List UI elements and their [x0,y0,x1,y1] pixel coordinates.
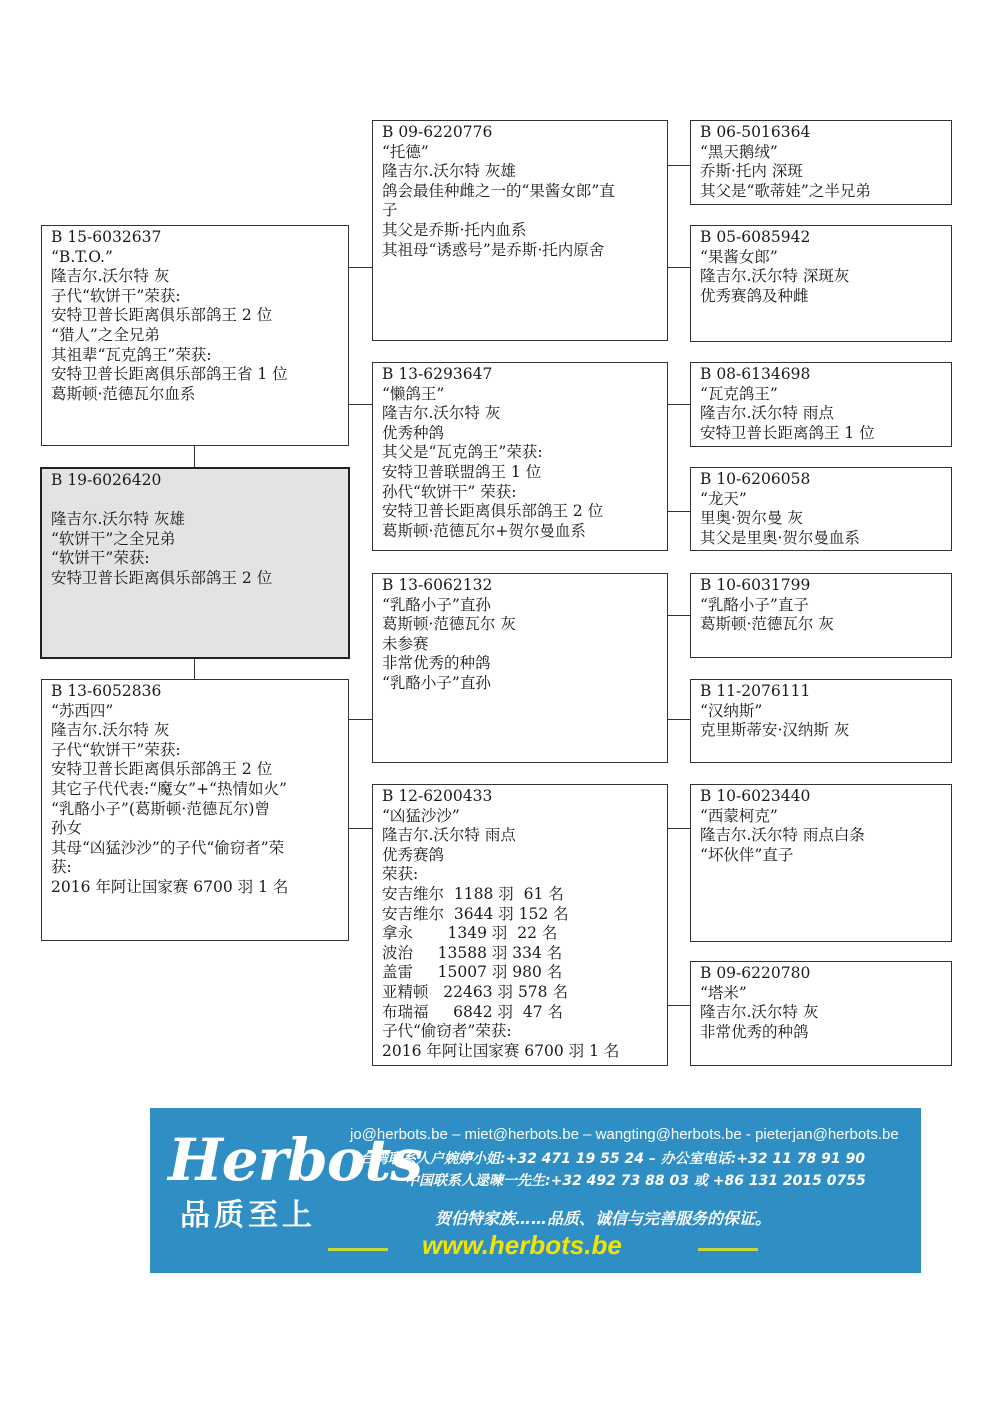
pedigree-line: “汉纳斯” [700,701,763,720]
connector [194,446,195,468]
pedigree-line: 子代“软饼干”荣获: [51,286,181,305]
connector [667,615,690,616]
pedigree-line: 获: [51,858,72,877]
banner-taiwan-contact: 台湾联系人户婉婷小姐:+32 471 19 55 24 – 办公室电话:+32 11 78 91 90 [360,1151,865,1167]
pedigree-line: 隆吉尔.沃尔特 雨点白条 [700,826,865,845]
pedigree-line: 2016 年阿让国家赛 6700 羽 1 名 [51,877,289,896]
pedigree-line: 其母“凶猛沙沙”的子代“偷窃者”荣 [51,838,285,857]
pedigree-line: 葛斯顿·范德瓦尔+贺尔曼血系 [382,521,586,540]
connector [667,828,690,829]
pedigree-box-dam-sire-dam [690,679,952,763]
pedigree-line: 隆吉尔.沃尔特 灰雄 [382,162,516,181]
pedigree-line: 孙女 [51,819,83,838]
pedigree-box-sire-sire-sire [690,120,952,205]
pedigree-line: 拿永 1349 羽 22 名 [382,924,558,943]
pedigree-box-subject [40,467,350,659]
pedigree-line: 安吉维尔 1188 羽 61 名 [382,884,564,903]
pedigree-line: 隆吉尔.沃尔特 雨点 [382,826,516,845]
pedigree-line: “猎人”之全兄弟 [51,325,160,344]
ring-number: B 13-6062132 [382,576,493,594]
pedigree-line: 安特卫普长距离俱乐部鸽王 2 位 [382,502,604,521]
connector [349,267,372,268]
pedigree-line: “乳酪小子”直子 [700,595,809,614]
pedigree-line: 鸽会最佳种雌之一的“果酱女郎”直 [382,181,615,200]
pedigree-line: 波治 13588 羽 334 名 [382,943,563,962]
connector [667,267,690,268]
pedigree-line: 安特卫普长距离俱乐部鸽王 2 位 [51,306,273,325]
pedigree-box-dam-dam-dam [690,961,952,1066]
pedigree-line: “懒鸽王” [382,384,445,403]
pedigree-line: 里奥·贺尔曼 灰 [700,509,803,528]
pedigree-line: “乳酪小子”直孙 [382,673,491,692]
pedigree-box-sire-sire [372,120,668,341]
ring-number: B 10-6031799 [700,576,811,594]
pedigree-line: 亚精顿 22463 羽 578 名 [382,982,568,1001]
pedigree-line: 葛斯顿·范德瓦尔 灰 [382,615,516,634]
pedigree-line: “西蒙柯克” [700,806,778,825]
decorative-divider [698,1248,758,1251]
pedigree-line: “凶猛沙沙” [382,806,460,825]
connector [667,719,690,720]
pedigree-line: “软饼干”之全兄弟 [51,529,176,548]
pedigree-line: 布瑞福 6842 羽 47 名 [382,1002,564,1021]
herbots-banner [150,1108,921,1273]
ring-number: B 12-6200433 [382,787,493,805]
pedigree-box-sire [41,225,349,446]
pedigree-line: 克里斯蒂安·汉纳斯 灰 [700,721,850,740]
pedigree-line: 隆吉尔.沃尔特 灰 [51,721,170,740]
pedigree-line: 非常优秀的种鸽 [382,654,491,673]
banner-url[interactable]: www.herbots.be [422,1230,622,1260]
ring-number: B 09-6220776 [382,123,493,141]
pedigree-line: 安特卫普长距离俱乐部鸽王省 1 位 [51,365,288,384]
connector [349,404,372,405]
decorative-divider [328,1248,388,1251]
pedigree-line: 乔斯·托内 深斑 [700,162,803,181]
pedigree-line: 隆吉尔.沃尔特 灰雄 [51,510,185,529]
pedigree-line: 孙代“软饼干” 荣获: [382,482,517,501]
pedigree-line: 安特卫普联盟鸽王 1 位 [382,462,542,481]
pedigree-box-dam-dam [372,784,668,1066]
pedigree-box-sire-sire-dam [690,225,952,342]
pedigree-line: 隆吉尔.沃尔特 灰 [51,267,170,286]
connector [194,658,195,679]
pedigree-line: 安特卫普长距离鸽王 1 位 [700,423,875,442]
pedigree-box-dam-sire [372,573,668,763]
pedigree-line: 隆吉尔.沃尔特 深斑灰 [700,267,850,286]
pedigree-line: 葛斯顿·范德瓦尔血系 [51,384,196,403]
connector [349,719,372,720]
pedigree-line: 其祖母“诱惑号”是乔斯·托内原舍 [382,240,605,259]
ring-number: B 19-6026420 [51,471,162,489]
connector [667,404,690,405]
pedigree-line: “乳酪小子”直孙 [382,595,491,614]
pedigree-line: 2016 年阿让国家赛 6700 羽 1 名 [382,1041,620,1060]
pedigree-line: 隆吉尔.沃尔特 雨点 [700,404,834,423]
pedigree-line: 子 [382,201,398,220]
pedigree-line: 未参赛 [382,634,429,653]
pedigree-line: 隆吉尔.沃尔特 灰 [700,1003,819,1022]
connector [349,828,372,829]
pedigree-line: 其祖辈“瓦克鸽王”荣获: [51,345,212,364]
pedigree-line: “果酱女郎” [700,247,778,266]
pedigree-line: “塔米” [700,983,747,1002]
banner-china-contact: 中国联系人逯暕一先生:+32 492 73 88 03 或 +86 131 2015 0755 [405,1173,866,1189]
pedigree-line: “坏伙伴”直子 [700,845,794,864]
banner-emails[interactable]: jo@herbots.be – miet@herbots.be – wangting@herbots.be - pieterjan@herbots.be [350,1126,899,1143]
pedigree-box-dam [41,679,349,941]
pedigree-line: “黑天鹅绒” [700,142,778,161]
ring-number: B 10-6023440 [700,787,811,805]
banner-motto: 贺伯特家族……品质、诚信与完善服务的保证。 [435,1209,772,1228]
banner-slogan: 品质至上 [180,1198,316,1233]
pedigree-line: 优秀赛鸽及种雌 [700,286,809,305]
pedigree-line: 优秀赛鸽 [382,845,445,864]
pedigree-line: 安吉维尔 3644 羽 152 名 [382,904,569,923]
connector [667,1005,690,1006]
pedigree-line: 隆吉尔.沃尔特 灰 [382,404,501,423]
ring-number: B 15-6032637 [51,228,162,246]
pedigree-box-sire-dam-dam [690,467,952,551]
ring-number: B 13-6293647 [382,365,493,383]
pedigree-line: “软饼干”荣获: [51,549,150,568]
pedigree-line: 安特卫普长距离俱乐部鸽王 2 位 [51,760,273,779]
ring-number: B 05-6085942 [700,228,811,246]
pedigree-line: 盖雷 15007 羽 980 名 [382,963,563,982]
pedigree-line: “龙天” [700,489,747,508]
connector [667,165,690,166]
pedigree-box-dam-dam-sire [690,784,952,942]
pedigree-line: 其它子代代表:“魔女”+“热情如火” [51,779,287,798]
ring-number: B 11-2076111 [700,682,811,700]
pedigree-line: 其父是“瓦克鸽王”荣获: [382,443,543,462]
ring-number: B 10-6206058 [700,470,811,488]
connector [667,511,690,512]
pedigree-line: “瓦克鸽王” [700,384,778,403]
ring-number: B 13-6052836 [51,682,162,700]
pedigree-line: “乳酪小子”(葛斯顿·范德瓦尔)曾 [51,799,270,818]
pedigree-line: 优秀种鸽 [382,423,445,442]
pedigree-line: 其父是“歌蒂娃”之半兄弟 [700,181,871,200]
herbots-logo: Herbots [168,1126,422,1194]
ring-number: B 08-6134698 [700,365,811,383]
pedigree-line: 子代“偷窃者”荣获: [382,1022,512,1041]
pedigree-line: 安特卫普长距离俱乐部鸽王 2 位 [51,568,273,587]
pedigree-line: 荣获: [382,865,419,884]
pedigree-line: “B.T.O.” [51,247,113,266]
pedigree-line: 非常优秀的种鸽 [700,1022,809,1041]
pedigree-line: 子代“软饼干”荣获: [51,740,181,759]
pedigree-line: “苏西四” [51,701,114,720]
ring-number: B 09-6220780 [700,964,811,982]
pedigree-line: 葛斯顿·范德瓦尔 灰 [700,615,834,634]
pedigree-box-sire-dam-sire [690,362,952,447]
pedigree-line: “托德” [382,142,429,161]
pedigree-line [51,491,339,511]
pedigree-box-sire-dam [372,362,668,551]
pedigree-line: 其父是乔斯·托内血系 [382,220,527,239]
pedigree-box-dam-sire-sire [690,573,952,658]
ring-number: B 06-5016364 [700,123,811,141]
pedigree-line: 其父是里奥·贺尔曼血系 [700,528,860,547]
